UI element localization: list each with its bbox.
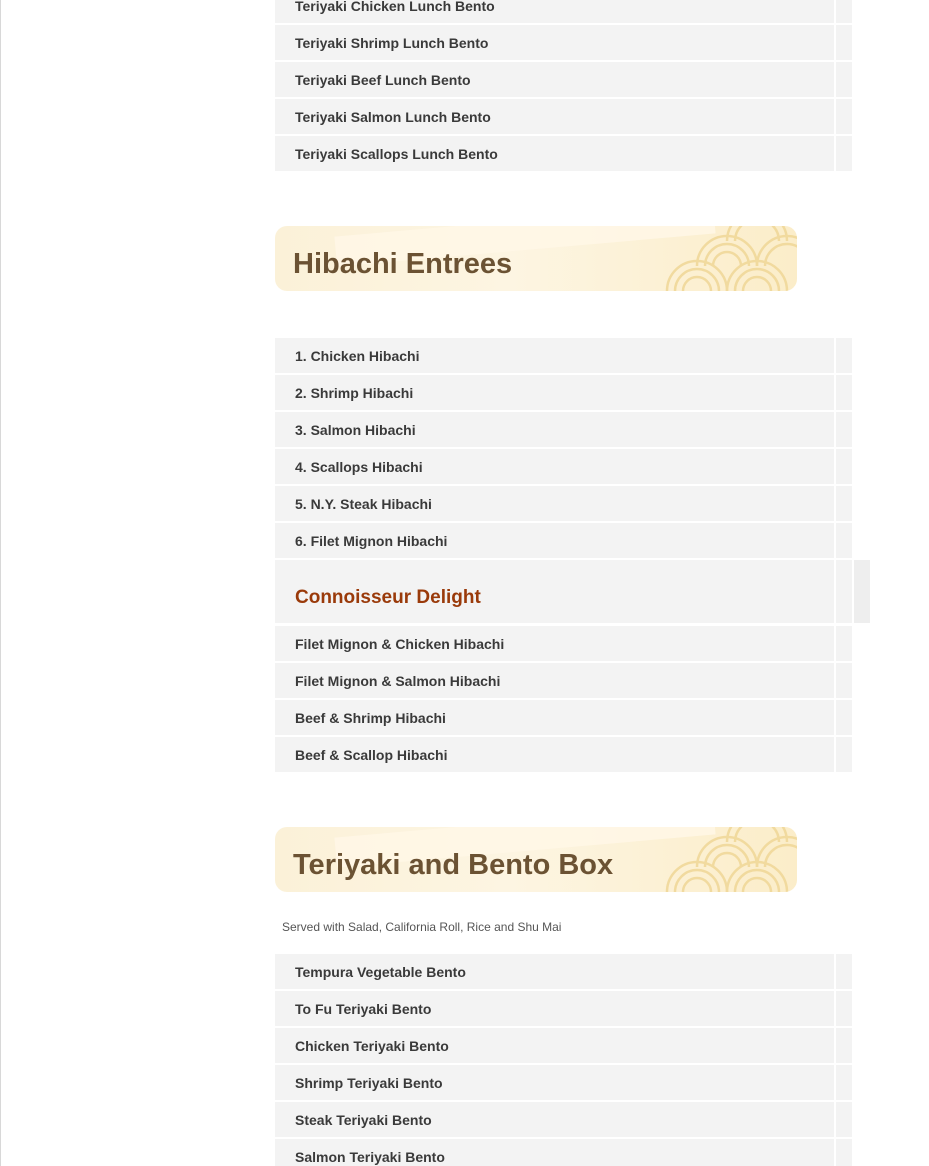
menu-item-price-cell (836, 626, 852, 661)
menu-item-price-cell (836, 700, 852, 735)
menu-item[interactable] (275, 136, 834, 171)
menu-item-name: 4. Scallops Hibachi (295, 459, 423, 475)
menu-item[interactable] (275, 1102, 834, 1137)
menu-item[interactable] (275, 626, 834, 661)
menu-item-price-cell (836, 737, 852, 772)
menu-item[interactable] (275, 663, 834, 698)
menu-item-name: Shrimp Teriyaki Bento (295, 1075, 443, 1091)
menu-item-price-cell (836, 375, 852, 410)
subsection-price-cell (836, 560, 852, 623)
menu-item-name: To Fu Teriyaki Bento (295, 1001, 432, 1017)
section-title: Hibachi Entrees (293, 248, 513, 280)
menu-item-name: Beef & Scallop Hibachi (295, 747, 448, 763)
menu-item-price-cell (836, 62, 852, 97)
menu-item-name: 1. Chicken Hibachi (295, 348, 420, 364)
menu-item[interactable] (275, 0, 834, 23)
menu-item-price-cell (836, 338, 852, 373)
menu-item-price-cell (836, 136, 852, 171)
menu-item[interactable] (275, 737, 834, 772)
menu-item[interactable] (275, 1065, 834, 1100)
menu-item-name: Teriyaki Beef Lunch Bento (295, 72, 471, 88)
menu-item-price-cell (836, 991, 852, 1026)
menu-item-name: 2. Shrimp Hibachi (295, 385, 414, 401)
wave-pattern-icon (597, 827, 797, 892)
menu-item[interactable] (275, 1028, 834, 1063)
menu-item[interactable] (275, 25, 834, 60)
menu-item-price-cell (836, 412, 852, 447)
menu-item[interactable] (275, 375, 834, 410)
menu-item-price-cell (836, 1065, 852, 1100)
menu-item-price-cell (836, 954, 852, 989)
menu-item[interactable] (275, 338, 834, 373)
page-left-border (0, 0, 1, 1166)
menu-item[interactable] (275, 991, 834, 1026)
wave-pattern-icon (597, 226, 797, 291)
menu-item-name: Filet Mignon & Salmon Hibachi (295, 673, 501, 689)
menu-item[interactable] (275, 412, 834, 447)
menu-item-price-cell (836, 486, 852, 521)
menu-item-name: Teriyaki Scallops Lunch Bento (295, 146, 498, 162)
menu-item-name: Steak Teriyaki Bento (295, 1112, 432, 1128)
menu-item[interactable] (275, 486, 834, 521)
menu-item-name: Filet Mignon & Chicken Hibachi (295, 636, 505, 652)
section-title: Teriyaki and Bento Box (293, 849, 614, 881)
menu-item-price-cell (836, 663, 852, 698)
menu-item-price-cell (836, 99, 852, 134)
menu-item[interactable] (275, 99, 834, 134)
menu-item-price-cell (836, 1139, 852, 1166)
menu-item-name: 6. Filet Mignon Hibachi (295, 533, 448, 549)
menu-item[interactable] (275, 954, 834, 989)
section-note: Served with Salad, California Roll, Rice and Shu Mai (282, 920, 562, 934)
subsection-price-cell (854, 560, 870, 623)
menu-item-price-cell (836, 449, 852, 484)
subsection-title: Connoisseur Delight (295, 587, 481, 608)
menu-item[interactable] (275, 523, 834, 558)
menu-item[interactable] (275, 449, 834, 484)
menu-item-name: Tempura Vegetable Bento (295, 964, 466, 980)
menu-item-price-cell (836, 523, 852, 558)
section-banner-hibachi (275, 226, 797, 291)
menu-item-price-cell (836, 1102, 852, 1137)
menu-item-price-cell (836, 0, 852, 23)
menu-item[interactable] (275, 700, 834, 735)
menu-item-price-cell (836, 1028, 852, 1063)
menu-item-name: Salmon Teriyaki Bento (295, 1149, 445, 1165)
section-banner-teriyaki-bento (275, 827, 797, 892)
menu-item-price-cell (836, 25, 852, 60)
menu-item-name: Teriyaki Shrimp Lunch Bento (295, 35, 489, 51)
menu-item[interactable] (275, 62, 834, 97)
menu-item-name: Teriyaki Chicken Lunch Bento (295, 0, 495, 14)
menu-item-name: Teriyaki Salmon Lunch Bento (295, 109, 491, 125)
menu-item-name: Chicken Teriyaki Bento (295, 1038, 449, 1054)
menu-item-name: Beef & Shrimp Hibachi (295, 710, 446, 726)
menu-item-name: 3. Salmon Hibachi (295, 422, 416, 438)
menu-item[interactable] (275, 1139, 834, 1166)
menu-item-name: 5. N.Y. Steak Hibachi (295, 496, 432, 512)
subsection-header (275, 560, 834, 623)
